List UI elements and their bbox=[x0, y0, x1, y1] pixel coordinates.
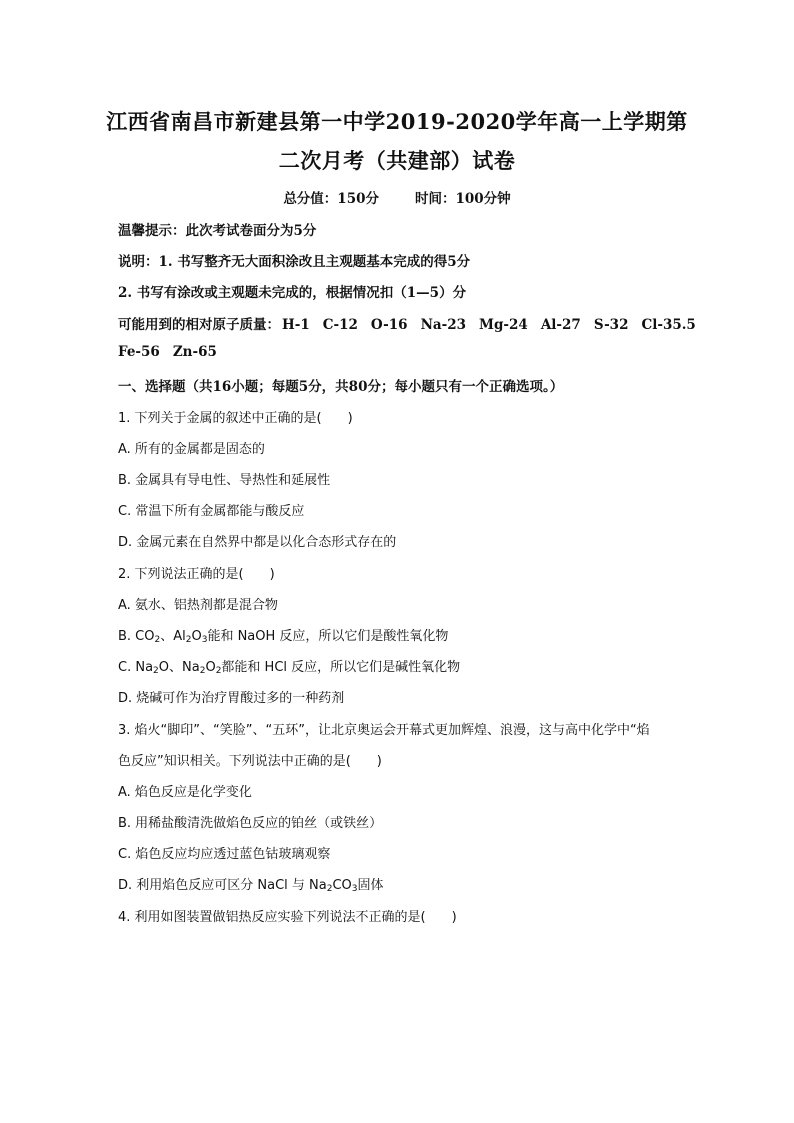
question-3-option-d[interactable] bbox=[118, 874, 384, 893]
option-text: 、Al bbox=[160, 629, 186, 644]
subscript: 2 bbox=[154, 635, 161, 645]
subscript: 3 bbox=[351, 884, 358, 894]
subscript: 2 bbox=[215, 666, 222, 676]
note-line-2: 2. 书写有涂改或主观题未完成的，根据情况扣（1—5）分 bbox=[118, 285, 467, 301]
option-text: 能和 NaOH 反应，所以它们是酸性氧化物 bbox=[207, 629, 449, 644]
option-text: O bbox=[205, 660, 216, 675]
question-4-stem: 4. 利用如图装置做铝热反应实验下列说法不正确的是( ) bbox=[118, 910, 457, 925]
option-text: O、Na bbox=[158, 660, 200, 675]
question-2-option-d[interactable]: D. 烧碱可作为治疗胃酸过多的一种药剂 bbox=[118, 691, 345, 706]
tip-text: 温馨提示：此次考试卷面分为5分 bbox=[118, 223, 317, 239]
total-score: 总分值：150分 bbox=[283, 191, 379, 207]
exam-title-line-2: 二次月考（共建部）试卷 bbox=[278, 148, 516, 173]
question-3-option-c[interactable]: C. 焰色反应均应透过蓝色钴玻璃观察 bbox=[118, 847, 331, 862]
option-text: 固体 bbox=[357, 878, 384, 893]
atomic-mass: Al-27 bbox=[540, 317, 581, 333]
question-3-stem-line-1: 3. 焰火“脚印”、“笑脸”、“五环”，让北京奥运会开幕式更加辉煌、浪漫，这与高中化学中“焰 bbox=[118, 723, 650, 738]
question-1-option-d[interactable]: D. 金属元素在自然界中都是以化合态形式存在的 bbox=[118, 535, 397, 550]
subscript: 2 bbox=[185, 635, 192, 645]
section-heading: 一、选择题（共16小题；每题5分，共80分；每小题只有一个正确选项。） bbox=[118, 379, 564, 395]
option-text: 都能和 HCl 反应，所以它们是碱性氧化物 bbox=[221, 660, 461, 675]
atomic-mass: Mg-24 bbox=[479, 317, 528, 333]
atomic-mass-label: 可能用到的相对原子质量： bbox=[118, 317, 280, 333]
atomic-mass: H-1 bbox=[282, 317, 310, 333]
question-3-stem-line-2: 色反应”知识相关。下列说法中正确的是( ) bbox=[118, 754, 382, 769]
option-text: CO bbox=[332, 878, 352, 893]
atomic-mass: Cl-35.5 bbox=[641, 317, 696, 333]
option-text: B. CO bbox=[118, 629, 155, 644]
atomic-mass: Na-23 bbox=[420, 317, 467, 333]
question-2-stem: 2. 下列说法正确的是( ) bbox=[118, 567, 275, 582]
option-text: D. 利用焰色反应可区分 NaCl 与 Na bbox=[118, 878, 327, 893]
atomic-mass: Fe-56 bbox=[118, 344, 160, 360]
subscript: 2 bbox=[153, 666, 159, 676]
question-1-option-c[interactable]: C. 常温下所有金属都能与酸反应 bbox=[118, 504, 305, 519]
exam-title-line-1: 江西省南昌市新建县第一中学2019-2020学年高一上学期第 bbox=[106, 109, 688, 134]
atomic-mass-line-2 bbox=[118, 344, 217, 360]
question-1-stem: 1. 下列关于金属的叙述中正确的是( ) bbox=[118, 411, 353, 426]
subscript: 2 bbox=[326, 884, 333, 894]
atomic-mass-line-1 bbox=[118, 313, 696, 333]
question-1-option-a[interactable]: A. 所有的金属都是固态的 bbox=[118, 442, 265, 457]
subscript: 2 bbox=[199, 666, 206, 676]
question-2-option-b[interactable] bbox=[118, 625, 448, 644]
atomic-mass: Zn-65 bbox=[172, 344, 217, 360]
atomic-mass: C-12 bbox=[322, 317, 358, 333]
atomic-mass: S-32 bbox=[593, 317, 629, 333]
question-2-option-c[interactable] bbox=[118, 656, 460, 675]
atomic-mass: O-16 bbox=[370, 317, 408, 333]
option-text: O bbox=[191, 629, 202, 644]
question-2-option-a[interactable]: A. 氨水、铝热剂都是混合物 bbox=[118, 598, 278, 613]
question-1-option-b[interactable]: B. 金属具有导电性、导热性和延展性 bbox=[118, 473, 331, 488]
exam-meta bbox=[0, 187, 794, 207]
question-3-option-a[interactable]: A. 焰色反应是化学变化 bbox=[118, 785, 252, 800]
note-line-1: 说明：1. 书写整齐无大面积涂改且主观题基本完成的得5分 bbox=[118, 254, 471, 270]
subscript: 3 bbox=[201, 635, 208, 645]
option-text: C. Na bbox=[118, 660, 154, 675]
exam-time: 时间：100分钟 bbox=[415, 191, 511, 207]
question-3-option-b[interactable]: B. 用稀盐酸清洗做焰色反应的铂丝（或铁丝） bbox=[118, 816, 383, 831]
